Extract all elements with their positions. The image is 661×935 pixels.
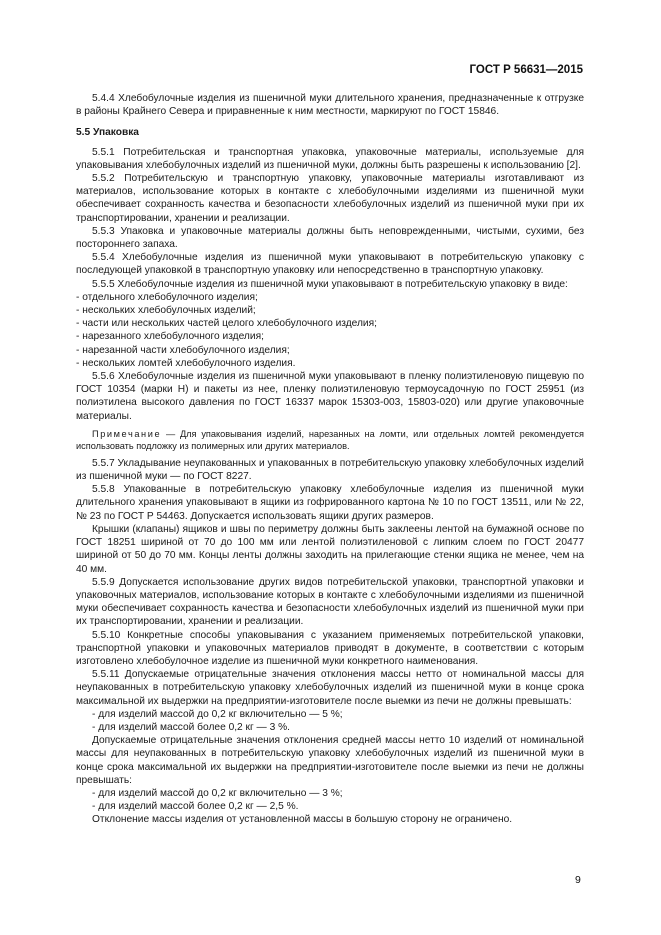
paragraph-5-5-8-cont: Крышки (клапаны) ящиков и швы по периметру должны быть заклеены лентой на бумажной основе по ГОСТ 18251 шириной от 70 до 100 мм или лентой полиэтиленовой с липким слоем по ГОСТ 20477 шириной от 50 до 70 мм. Концы ленты должны заходить на прилегающие стенки ящика не менее, чем на 40 мм. [76,523,584,575]
paragraph-5-5-11: 5.5.11 Допускаемые отрицательные значения отклонения массы нетто от номинальной массы для неупакованных в потребительскую упаковку хлебобулочных изделий из пшеничной муки в конце срока максимальной их выдержки на предприятии-изготовителе после выемки из печи не должны превышать: [76,669,584,707]
list-item: - отдельного хлебобулочного изделия; [76,291,258,303]
list-item: - для изделий массой более 0,2 кг — 3 %. [92,721,290,733]
paragraph-5-5-7: 5.5.7 Укладывание неупакованных и упакованных в потребительскую упаковку хлебобулочных изделий из пшеничной муки — по ГОСТ 8227. [76,457,584,483]
paragraph-5-5-9: 5.5.9 Допускается использование других видов потребительской упаковки, транспортной упаковки и упаковочных материалов, использование которых в контакте с хлебобулочными изделиями из пшеничной муки обеспечивает сохранность качества и безопасности хлебобулочных изделий из пшеничной муки при их транспортировании, хранении и реализации. [76,576,584,628]
list-item: - для изделий массой до 0,2 кг включительно — 5 %; [92,708,343,720]
list-item: - нескольких ломтей хлебобулочного изделия. [76,357,296,369]
paragraph-5-5-1: 5.5.1 Потребительская и транспортная упаковка, упаковочные материалы, используемые для упаковывания хлебобулочных изделий из пшеничной муки, должны быть разрешены к использованию [2]. [76,146,584,171]
document-header: ГОСТ Р 56631—2015 [469,64,583,76]
list-item: - для изделий массой более 0,2 кг — 2,5 %. [92,801,299,813]
page-number: 9 [575,874,581,886]
paragraph-5-5-4: 5.5.4 Хлебобулочные изделия из пшеничной муки упаковывают в потребительскую упаковку с последующей упаковкой в транспортную упаковку или непосредственно в транспортную упаковку. [76,252,584,277]
list-item: - для изделий массой до 0,2 кг включительно — 3 %; [92,787,343,799]
paragraph-5-5-8: 5.5.8 Упакованные в потребительскую упаковку хлебобулочные изделия из пшеничной муки длительного хранения упаковывают в ящики из гофрированного картона № 10 по ГОСТ 13511, или № 22, № 23 по ГОСТ Р 54463. Допускается использовать ящики других размеров. [76,484,584,522]
document-body [76,92,584,827]
paragraph-5-4-4: 5.4.4 Хлебобулочные изделия из пшеничной муки длительного хранения, предназначенные к отгрузке в районы Крайнего Севера и приравненные к ним местности, маркируют по ГОСТ 15846. [76,93,584,118]
paragraph-5-5-6: 5.5.6 Хлебобулочные изделия из пшеничной муки упаковывают в пленку полиэтиленовую пищевую по ГОСТ 10354 (марки Н) и пакеты из нее, пленку полиэтиленовую термоусадочную по ГОСТ 25951 (из полиэтилена высокого давления по ГОСТ 16337 марок 15303-003, 15803-020) или другие упаковочные материалы. [76,371,584,422]
paragraph-5-5-3: 5.5.3 Упаковка и упаковочные материалы должны быть неповрежденными, чистыми, сухими, без постороннего запаха. [76,225,584,251]
paragraph-5-5-5: 5.5.5 Хлебобулочные изделия из пшеничной муки упаковывают в потребительскую упаковку в виде: [92,278,568,290]
note [76,428,584,452]
list-item: - части или нескольких частей целого хлебобулочного изделия; [76,318,377,330]
note-text: — Для упаковывания изделий, нарезанных на ломти, или отдельных ломтей рекомендуется использовать подложку из полимерных или других материалов. [76,428,584,451]
paragraph-5-5-11-avg: Допускаемые отрицательные значения отклонения средней массы нетто 10 изделий от номинальной массы для неупакованных в потребительскую упаковку хлебобулочных изделий из пшеничной муки в конце срока максимальной их выдержки на предприятии-изготовителе после выемки из печи не должны превышать: [76,735,584,786]
section-title: 5.5 Упаковка [76,127,139,139]
list-item: - нескольких хлебобулочных изделий; [76,305,256,317]
list-item: - нарезанного хлебобулочного изделия; [76,331,264,343]
list-item: - нарезанной части хлебобулочного изделия; [76,344,290,356]
paragraph-5-5-10: 5.5.10 Конкретные способы упаковывания с указанием применяемых потребительской упаковки, транспортной упаковки и упаковочных материалов приводят в документе, в соответствии с которым изготовлено хлебобулочное изделие из пшеничной муки конкретного наименования. [76,629,584,667]
paragraph-5-5-11-final: Отклонение массы изделия от установленной массы в большую сторону не ограничено. [92,814,513,826]
paragraph-5-5-2: 5.5.2 Потребительскую и транспортную упаковку, упаковочные материалы изготавливают из материалов, использование которых в контакте с хлебобулочными изделиями из пшеничной муки обеспечивает сохранность качества и безопасности хлебобулочных изделий из пшеничной муки при их транспортировании, хранении и реализации. [76,173,584,224]
note-label: Примечание [92,428,162,439]
